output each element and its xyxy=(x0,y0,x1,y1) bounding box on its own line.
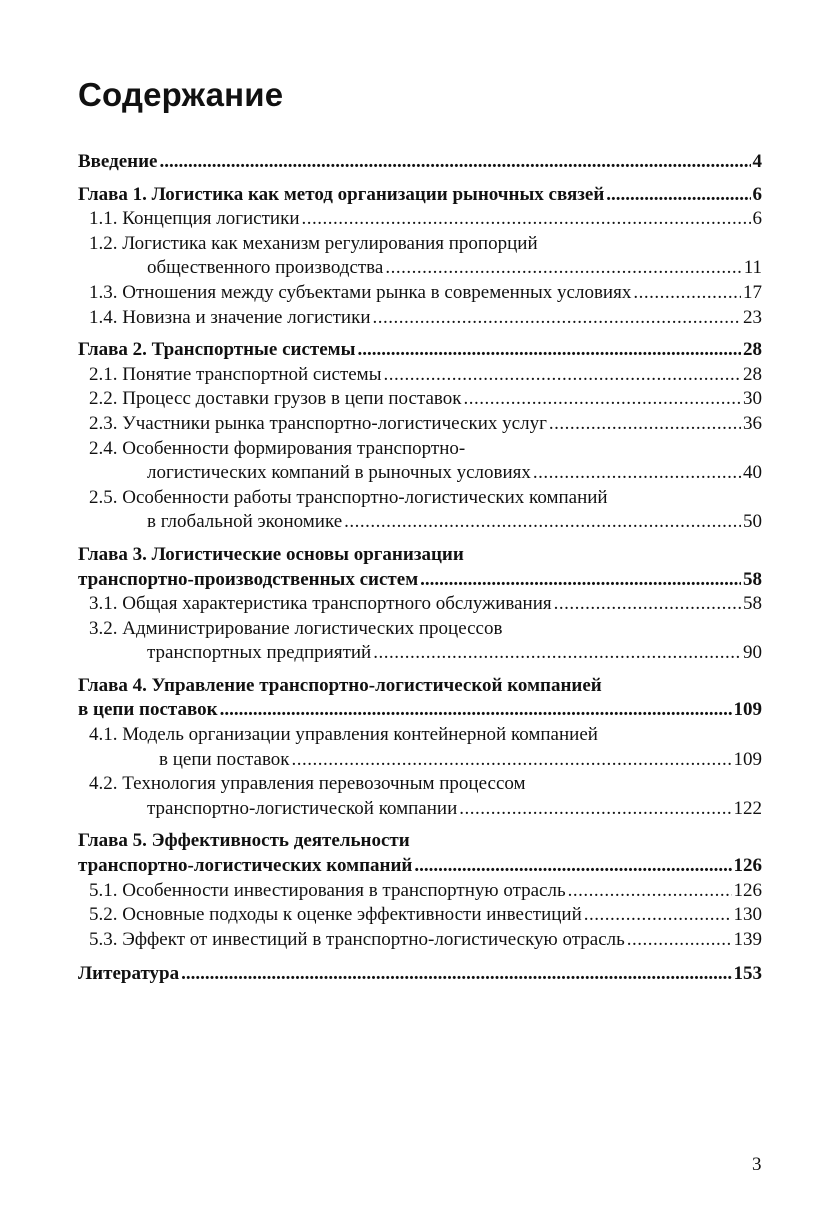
toc-entry-chapter-3[interactable] xyxy=(78,568,762,593)
toc-entry-5-2[interactable] xyxy=(78,903,762,928)
toc-label: в глобальной экономике xyxy=(147,511,343,533)
toc-entry-chapter-4[interactable] xyxy=(78,698,762,723)
toc-page: 139 xyxy=(733,928,762,950)
toc-page: 6 xyxy=(752,183,762,205)
toc-label: в цепи поставок xyxy=(159,748,290,770)
toc-label: логистических компаний в рыночных условиях xyxy=(147,462,531,484)
dot-leader xyxy=(357,338,741,363)
toc-entry-chapter-4-line1[interactable]: Глава 4. Управление транспортно-логистической компанией xyxy=(78,674,602,696)
toc-entry-5-3[interactable] xyxy=(78,928,762,953)
toc-label: транспортно-логистических компаний xyxy=(78,855,413,877)
toc-label: Глава 1. Логистика как метод организации рыночных связей xyxy=(78,183,605,205)
toc-label: 2.3. Участники рынка транспортно-логистических услуг xyxy=(89,412,547,434)
toc-entry-5-1[interactable] xyxy=(78,879,762,904)
toc-page: 6 xyxy=(752,208,762,230)
dot-leader xyxy=(549,412,741,437)
toc-label: транспортных предприятий xyxy=(147,642,372,664)
toc-page: 90 xyxy=(743,642,762,664)
dot-leader xyxy=(584,903,732,928)
toc-page: 50 xyxy=(743,511,762,533)
toc-page: 36 xyxy=(743,412,762,434)
toc-page: 58 xyxy=(743,593,762,615)
toc-label: Введение xyxy=(78,151,158,172)
dot-leader xyxy=(344,510,741,535)
toc-label: Литература xyxy=(78,963,180,985)
toc-entry-4-1-line1[interactable]: 4.1. Модель организации управления контейнерной компанией xyxy=(89,724,598,746)
dot-leader xyxy=(373,641,741,666)
toc-entry-chapter-2[interactable] xyxy=(78,338,762,363)
dot-leader xyxy=(181,962,731,987)
toc-entry-4-2-line1[interactable]: 4.2. Технология управления перевозочным процессом xyxy=(89,773,526,795)
table-of-contents xyxy=(78,150,762,987)
toc-entry-chapter-1[interactable] xyxy=(78,183,762,208)
toc-label: 1.4. Новизна и значение логистики xyxy=(89,306,371,328)
dot-leader xyxy=(606,183,750,208)
toc-entry-intro[interactable] xyxy=(78,150,762,175)
toc-entry-1-1[interactable] xyxy=(78,207,762,232)
toc-label: 2.2. Процесс доставки грузов в цепи поставок xyxy=(89,388,462,410)
toc-page: 4 xyxy=(752,151,762,172)
page-title: Содержание xyxy=(78,76,284,113)
toc-label: 5.2. Основные подходы к оценке эффективности инвестиций xyxy=(89,904,582,926)
toc-entry-1-2[interactable] xyxy=(78,256,762,281)
toc-label: 3.1. Общая характеристика транспортного обслуживания xyxy=(89,593,552,615)
toc-entry-1-3[interactable] xyxy=(78,281,762,306)
toc-entry-3-2-line1[interactable]: 3.2. Администрирование логистических процессов xyxy=(89,617,503,639)
dot-leader xyxy=(420,568,741,593)
toc-entry-2-5[interactable] xyxy=(78,510,762,535)
toc-entry-1-4[interactable] xyxy=(78,306,762,331)
toc-label: 2.1. Понятие транспортной системы xyxy=(89,363,382,385)
toc-page: 11 xyxy=(743,257,762,279)
toc-label: 5.1. Особенности инвестирования в транспортную отрасль xyxy=(89,879,566,901)
dot-leader xyxy=(160,150,751,175)
toc-page: 58 xyxy=(743,568,762,590)
toc-entry-3-2[interactable] xyxy=(78,641,762,666)
toc-page: 130 xyxy=(733,904,762,926)
toc-page: 109 xyxy=(733,748,762,770)
toc-label: 5.3. Эффект от инвестиций в транспортно-логистическую отрасль xyxy=(89,928,625,950)
toc-entry-4-2[interactable] xyxy=(78,797,762,822)
toc-label: транспортно-производственных систем xyxy=(78,568,419,590)
dot-leader xyxy=(533,461,741,486)
dot-leader xyxy=(383,363,741,388)
dot-leader xyxy=(220,698,732,723)
toc-entry-1-2-line1[interactable]: 1.2. Логистика как механизм регулирования пропорций xyxy=(89,232,538,254)
page-number: 3 xyxy=(752,1154,762,1175)
toc-page: 153 xyxy=(733,963,762,985)
toc-entry-4-1[interactable] xyxy=(78,748,762,773)
toc-entry-chapter-3-line1[interactable]: Глава 3. Логистические основы организации xyxy=(78,543,464,565)
toc-page: 30 xyxy=(743,388,762,410)
toc-page: 126 xyxy=(733,879,762,901)
toc-page: 40 xyxy=(743,462,762,484)
toc-entry-2-4[interactable] xyxy=(78,461,762,486)
dot-leader xyxy=(301,207,750,232)
toc-entry-chapter-5[interactable] xyxy=(78,854,762,879)
toc-label: Глава 2. Транспортные системы xyxy=(78,339,356,361)
dot-leader xyxy=(633,281,741,306)
toc-entry-2-3[interactable] xyxy=(78,412,762,437)
toc-entry-2-4-line1[interactable]: 2.4. Особенности формирования транспортно- xyxy=(89,437,466,459)
toc-entry-3-1[interactable] xyxy=(78,592,762,617)
toc-entry-2-1[interactable] xyxy=(78,363,762,388)
dot-leader xyxy=(385,256,741,281)
toc-entry-2-5-line1[interactable]: 2.5. Особенности работы транспортно-логистических компаний xyxy=(89,486,608,508)
dot-leader xyxy=(627,928,732,953)
toc-label: 1.1. Концепция логистики xyxy=(89,208,300,230)
toc-label: транспортно-логистической компании xyxy=(147,797,458,819)
toc-entry-chapter-5-line1[interactable]: Глава 5. Эффективность деятельности xyxy=(78,830,410,852)
dot-leader xyxy=(372,306,741,331)
dot-leader xyxy=(459,797,731,822)
dot-leader xyxy=(568,879,732,904)
toc-label: в цепи поставок xyxy=(78,699,218,721)
toc-page: 28 xyxy=(743,363,762,385)
toc-page: 17 xyxy=(743,281,762,303)
dot-leader xyxy=(554,592,741,617)
toc-entry-2-2[interactable] xyxy=(78,387,762,412)
dot-leader xyxy=(414,854,731,879)
toc-label: общественного производства xyxy=(147,257,384,279)
toc-label: 1.3. Отношения между субъектами рынка в современных условиях xyxy=(89,281,632,303)
toc-page: 23 xyxy=(743,306,762,328)
toc-page: 126 xyxy=(733,855,762,877)
toc-page: 109 xyxy=(733,699,762,721)
toc-page: 28 xyxy=(743,339,762,361)
toc-page: 122 xyxy=(733,797,762,819)
toc-entry-literature[interactable] xyxy=(78,962,762,987)
dot-leader xyxy=(292,748,732,773)
dot-leader xyxy=(464,387,741,412)
